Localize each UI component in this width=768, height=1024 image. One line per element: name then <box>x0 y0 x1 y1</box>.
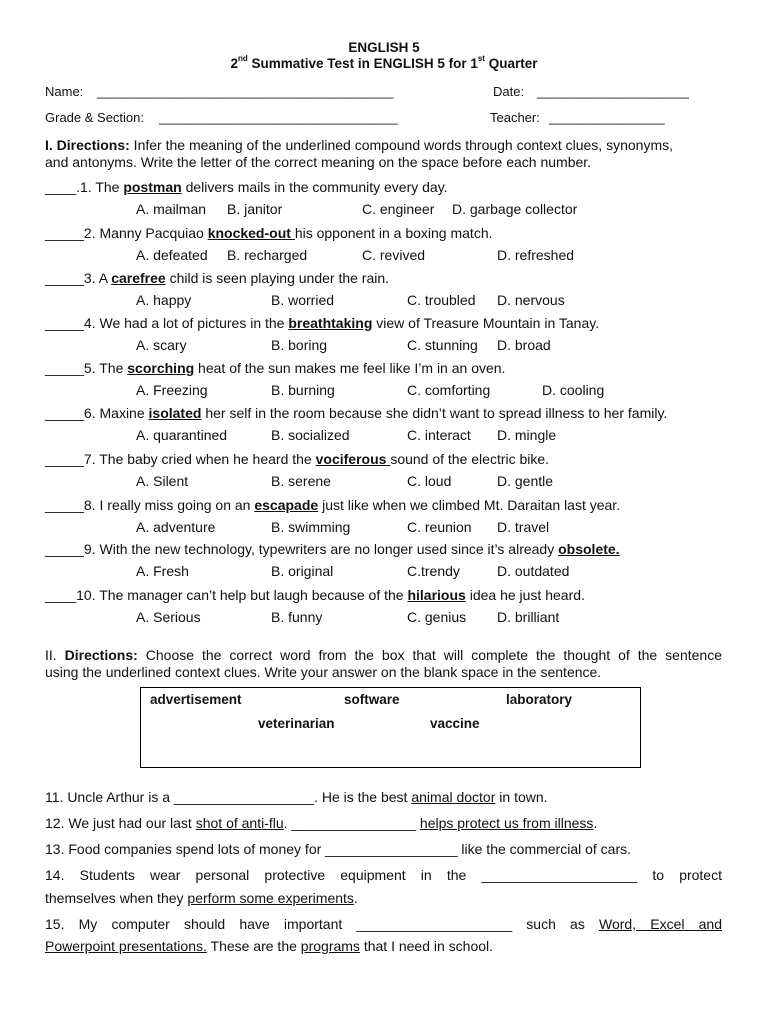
teacher-label: Teacher: <box>490 110 540 125</box>
question-3-rest: child is seen playing under the rain. <box>165 270 390 286</box>
subtitle-middle: Summative Test in ENGLISH 5 for 1 <box>247 56 478 71</box>
question-1 <box>45 179 448 196</box>
q12-end: . <box>593 815 598 831</box>
word-bank-vaccine: vaccine <box>430 716 480 731</box>
question-6-underlined-word: isolated <box>148 405 202 421</box>
question-7-rest: sound of the electric bike. <box>390 451 550 467</box>
grade-section-label: Grade & Section: <box>45 110 144 125</box>
subtitle-quarter-suffix: st <box>477 54 485 63</box>
part1-directions-line2: and antonyms. Write the letter of the correct meaning on the space before each number. <box>45 154 592 170</box>
question-8-choice-c: C. reunion <box>407 519 472 535</box>
question-7-choice-c: C. loud <box>407 473 452 489</box>
question-4 <box>45 315 599 332</box>
question-7-choice-a: A. Silent <box>136 473 189 489</box>
question-10-text: ____10. The manager can’t help but laugh because of the <box>45 587 408 603</box>
q11-clue: animal doctor <box>411 789 496 805</box>
question-12 <box>45 815 597 832</box>
part1-directions-label: I. Directions: <box>45 137 130 153</box>
question-9-choice-a: A. Fresh <box>136 563 189 579</box>
q15-end: that I need in school. <box>359 938 494 954</box>
test-subtitle <box>0 55 768 72</box>
part2-directions-line1 <box>45 647 722 664</box>
q15-text: 15. My computer should have important ____________________ such as <box>45 916 599 932</box>
question-15-line1 <box>45 916 722 933</box>
question-4-choice-c: C. stunning <box>407 337 478 353</box>
question-1-choice-c: C. engineer <box>362 201 435 217</box>
question-15-line2 <box>45 938 493 955</box>
question-3-text: _____3. A <box>45 270 112 286</box>
question-10-choice-b: B. funny <box>271 609 323 625</box>
teacher-blank[interactable]: ________________ <box>549 110 665 125</box>
question-2-choice-b: B. recharged <box>227 247 308 263</box>
question-1-choice-a: A. mailman <box>136 201 207 217</box>
question-5-text: _____5. The <box>45 360 128 376</box>
question-10-choice-d: D. brilliant <box>497 609 560 625</box>
question-9-choice-b: B. original <box>271 563 334 579</box>
question-10-choice-c: C. genius <box>407 609 467 625</box>
q14-end: . <box>353 890 358 906</box>
question-9-choice-c: C.trendy <box>407 563 460 579</box>
name-blank[interactable]: _________________________________________ <box>97 84 394 99</box>
word-bank-advertisement: advertisement <box>150 692 242 707</box>
question-5-choice-b: B. burning <box>271 382 335 398</box>
part2-directions-label: Directions: <box>64 647 138 663</box>
question-5-choice-d: D. cooling <box>542 382 605 398</box>
part2-directions-line2: using the underlined context clues. Write your answer on the blank space in the sentence. <box>45 664 602 680</box>
question-6-rest: her self in the room because she didn’t want to spread illness to her family. <box>201 405 668 421</box>
question-9-underlined-word: obsolete. <box>558 541 620 557</box>
question-8-choice-a: A. adventure <box>136 519 216 535</box>
question-8-choice-b: B. swimming <box>271 519 351 535</box>
question-7-choice-b: B. serene <box>271 473 331 489</box>
question-7-choice-d: D. gentle <box>497 473 554 489</box>
word-bank-software: software <box>344 692 400 707</box>
question-6-choice-c: C. interact <box>407 427 471 443</box>
question-2-choice-a: A. defeated <box>136 247 208 263</box>
q11-end: in town. <box>495 789 548 805</box>
q14-clue: perform some experiments <box>187 890 354 906</box>
question-6 <box>45 405 667 422</box>
question-4-choice-a: A. scary <box>136 337 187 353</box>
question-5-choice-c: C. comforting <box>407 382 491 398</box>
question-6-choice-a: A. quarantined <box>136 427 228 443</box>
question-10 <box>45 587 585 604</box>
q12-blank: . ________________ <box>283 815 420 831</box>
question-4-rest: view of Treasure Mountain in Tanay. <box>372 315 600 331</box>
question-4-choice-d: D. broad <box>497 337 551 353</box>
word-bank-laboratory: laboratory <box>506 692 573 707</box>
part2-directions-text: Choose the correct word from the box that will complete the thought of the sentence <box>137 647 722 663</box>
subtitle-end: Quarter <box>484 56 538 71</box>
question-7-underlined-word: vociferous <box>315 451 391 467</box>
question-2 <box>45 225 493 242</box>
subtitle-ordinal-suffix: nd <box>238 54 248 63</box>
question-14-line2 <box>45 890 358 907</box>
question-9-choice-d: D. outdated <box>497 563 570 579</box>
question-9-text: _____9. With the new technology, typewriters are no longer used since it’s already <box>45 541 559 557</box>
question-8 <box>45 497 620 514</box>
q15-mid: These are the <box>206 938 301 954</box>
q14-text: themselves when they <box>45 890 188 906</box>
question-1-choice-b: B. janitor <box>227 201 283 217</box>
question-4-underlined-word: breathtaking <box>288 315 373 331</box>
part1-directions-line1 <box>45 137 673 154</box>
question-3-choice-a: A. happy <box>136 292 192 308</box>
question-7 <box>45 451 549 468</box>
question-3-choice-b: B. worried <box>271 292 335 308</box>
question-11 <box>45 789 548 806</box>
question-2-choice-d: D. refreshed <box>497 247 575 263</box>
question-4-text: _____4. We had a lot of pictures in the <box>45 315 289 331</box>
test-title: ENGLISH 5 <box>348 40 420 55</box>
question-8-choice-d: D. travel <box>497 519 550 535</box>
q12-text: 12. We just had our last <box>45 815 196 831</box>
q12-clue2: helps protect us from illness <box>419 815 594 831</box>
question-2-text: _____2. Manny Pacquiao <box>45 225 208 241</box>
subtitle-ordinal: 2 <box>230 56 238 71</box>
question-4-choice-b: B. boring <box>271 337 328 353</box>
question-7-text: _____7. The baby cried when he heard the <box>45 451 316 467</box>
part2-roman: II. <box>45 647 65 663</box>
date-blank[interactable]: _____________________ <box>537 84 689 99</box>
question-2-choice-c: C. revived <box>362 247 426 263</box>
question-3-choice-c: C. troubled <box>407 292 476 308</box>
question-6-choice-b: B. socialized <box>271 427 350 443</box>
question-9 <box>45 541 620 558</box>
question-3-choice-d: D. nervous <box>497 292 565 308</box>
question-13: 13. Food companies spend lots of money for _________________ like the commercial of cars. <box>45 841 632 857</box>
question-1-underlined-word: postman <box>123 179 182 195</box>
q15-clue1: Word, Excel and <box>598 916 722 932</box>
question-3-underlined-word: carefree <box>111 270 166 286</box>
question-8-text: _____8. I really miss going on an <box>45 497 255 513</box>
question-1-text: ____.1. The <box>45 179 124 195</box>
name-label: Name: <box>45 84 84 99</box>
question-1-choice-d: D. garbage collector <box>452 201 578 217</box>
q11-text: 11. Uncle Arthur is a __________________. He is the best <box>45 789 412 805</box>
question-5-choice-a: A. Freezing <box>136 382 208 398</box>
q15-clue3: programs <box>300 938 360 954</box>
question-10-choice-a: A. Serious <box>136 609 201 625</box>
question-2-underlined-word: knocked-out <box>207 225 295 241</box>
question-14-line1: 14. Students wear personal protective equipment in the ____________________ to protect <box>45 867 722 883</box>
question-10-underlined-word: hilarious <box>407 587 466 603</box>
question-8-rest: just like when we climbed Mt. Daraitan last year. <box>318 497 621 513</box>
q15-clue2: Powerpoint presentations. <box>45 938 207 954</box>
question-5-rest: heat of the sun makes me feel like I’m in an oven. <box>194 360 506 376</box>
grade-section-blank[interactable]: _________________________________ <box>159 110 398 125</box>
question-5-underlined-word: scorching <box>127 360 195 376</box>
question-2-rest: his opponent in a boxing match. <box>294 225 493 241</box>
question-10-rest: idea he just heard. <box>465 587 585 603</box>
question-1-rest: delivers mails in the community every day. <box>181 179 448 195</box>
question-5 <box>45 360 505 377</box>
part1-directions-text: Infer the meaning of the underlined compound words through context clues, synonyms, <box>129 137 674 153</box>
question-6-text: _____6. Maxine <box>45 405 149 421</box>
question-3 <box>45 270 389 287</box>
q12-clue1: shot of anti-flu <box>195 815 284 831</box>
date-label: Date: <box>493 84 525 99</box>
question-8-underlined-word: escapade <box>254 497 319 513</box>
word-bank-veterinarian: veterinarian <box>258 716 335 731</box>
question-6-choice-d: D. mingle <box>497 427 557 443</box>
